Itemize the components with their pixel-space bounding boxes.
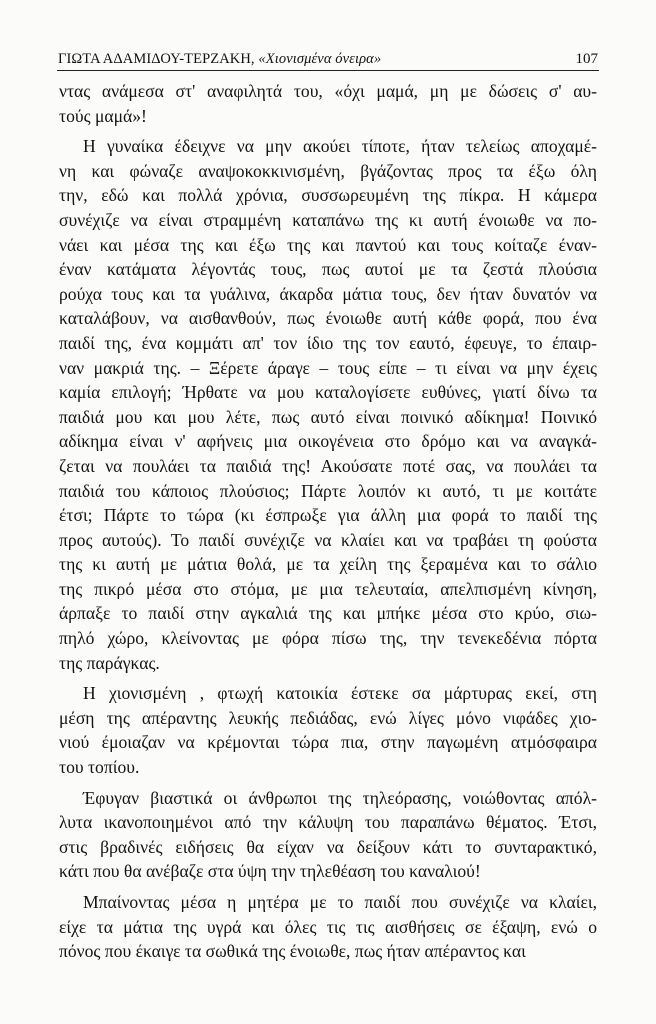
text-line: λυτα ικανοποιημένοι από την κάλυψη του παραπάνω θέματος. Έτσι, xyxy=(59,812,597,833)
text-line: ρούχα τους και τα γυάλινα, άκαρδα μάτια τους, δεν ήταν δυνατόν να xyxy=(59,283,597,304)
paragraph xyxy=(59,681,597,779)
text-line: νάει και μέσα της και έξω της και παντού και τους κοίταζε έναν- xyxy=(59,234,597,255)
page-number: 107 xyxy=(575,51,598,67)
running-header xyxy=(58,44,598,68)
text-line: κάτι που θα ανέβαζε στα ύψη την τηλεθέαση του καναλιού! xyxy=(59,861,481,882)
text-line: Έφυγαν βιαστικά οι άνθρωποι της τηλεόρασης, νοιώθοντας απόλ- xyxy=(83,787,597,808)
text-line: Μπαίνοντας μέσα η μητέρα με το παιδί που συνέχιζε να κλαίει, xyxy=(83,892,597,912)
text-line: ζεται να πουλάει τα παιδιά της! Ακούσατε ποτέ σας, να πουλάει τα xyxy=(59,455,597,476)
text-line: παιδιά μου και μου λέτε, πως αυτό είναι ποινικό αδίκημα! Ποινικό xyxy=(59,406,597,427)
text-line: προς αυτούς). Το παιδί συνέχιζε να κλαίει και να τραβάει τη φούστα xyxy=(59,529,597,550)
text-line: της κι αυτή με μάτια θολά, με τα χείλη της ξεραμένα και το σάλιο xyxy=(59,554,597,575)
text-line: πόνος που έκαιγε τα σωθικά της ένοιωθε, πως ήταν απέραντος και xyxy=(59,941,526,962)
text-line: άρπαξε το παιδί στην αγκαλιά της και μπήκε μέσα στο κρύο, σιω- xyxy=(59,603,597,624)
header-author: ΓΙΩΤΑ ΑΔΑΜΙΔΟΥ-ΤΕΡΖΑΚΗ, xyxy=(58,51,255,67)
text-line: στις βραδινές ειδήσεις θα είχαν να δείξουν κάτι το συνταρακτικό, xyxy=(59,836,597,857)
header-work-title: «Χιονισμένα όνειρα» xyxy=(258,51,382,67)
paragraph xyxy=(59,786,597,884)
body-text xyxy=(59,79,597,970)
text-line: πηλό χώρο, κλείνοντας με φόρα πίσω της, την τενεκεδένια πόρτα xyxy=(59,628,597,649)
paragraph xyxy=(59,134,597,675)
text-line: νιού έμοιαζαν να κρέμονται τώρα πια, στην παγωμένη ατμόσφαιρα xyxy=(59,732,597,753)
paragraph xyxy=(59,890,597,964)
text-line: αδίκημα είναι ν' αφήνεις μια οικογένεια στο δρόμο και να αναγκά- xyxy=(59,431,597,452)
text-line: έναν κατάματα λέγοντάς τους, πως αυτοί με τα ζεστά πλούσια xyxy=(59,259,597,280)
text-line: νη και φώναζε αναψοκοκκινισμένη, βγάζοντας προς τα έξω όλη xyxy=(59,160,597,181)
text-line: συνέχιζε να είναι στραμμένη καταπάνω της κι αυτή ένοιωθε να πο- xyxy=(59,209,597,230)
text-line: καταλάβουν, να αισθανθούν, πως ένοιωθε αυτή κάθε φορά, που ένα xyxy=(59,308,597,329)
header-title xyxy=(58,51,381,68)
text-line: παιδιά του κάποιος πλούσιος; Πάρτε λοιπόν κι αυτό, τι με κοιτάτε xyxy=(59,480,597,501)
text-line: Η χιονισμένη , φτωχή κατοικία έστεκε σα μάρτυρας εκεί, στη xyxy=(83,683,597,704)
text-line: παιδί της, ένα κομμάτι απ' τον ίδιο της τον εαυτό, έφευγε, το έπαιρ- xyxy=(59,332,597,353)
text-line: καμία επιλογή; Ήρθατε να μου καταλογίσετε ευθύνες, γιατί δίνω τα xyxy=(59,382,597,403)
header-rule xyxy=(57,70,599,71)
text-line: ντας ανάμεσα στ' αναφιλητά του, «όχι μαμά, μη με δώσεις σ' αυ- xyxy=(59,81,597,101)
text-line: μέση της απέραντης λευκής πεδιάδας, ενώ λίγες μόνο νιφάδες χιο- xyxy=(59,707,597,728)
text-line: τούς μαμά»! xyxy=(59,105,147,126)
text-line: της παράγκας. xyxy=(59,652,160,673)
text-line: είχε τα μάτια της υγρά και όλες τις τις αισθήσεις σε έξαψη, ενώ ο xyxy=(59,916,597,937)
text-line: έτσι; Πάρτε το τώρα (κι έσπρωξε για άλλη μια φορά το παιδί της xyxy=(59,505,597,526)
text-line: την, εδώ και πολλά χρόνια, συσσωρευμένη της πίκρα. Η κάμερα xyxy=(59,185,597,206)
paragraph xyxy=(59,79,597,128)
text-line: Η γυναίκα έδειχνε να μην ακούει τίποτε, ήταν τελείως αποχαμέ- xyxy=(83,136,597,157)
text-line: ναν μακριά της. – Ξέρετε άραγε – τους είπε – τι είναι να μην έχεις xyxy=(59,357,597,378)
text-line: της πικρό μέσα στο στόμα, με μια τελευταία, απελπισμένη κίνηση, xyxy=(59,578,597,599)
text-line: του τοπίου. xyxy=(59,757,140,778)
